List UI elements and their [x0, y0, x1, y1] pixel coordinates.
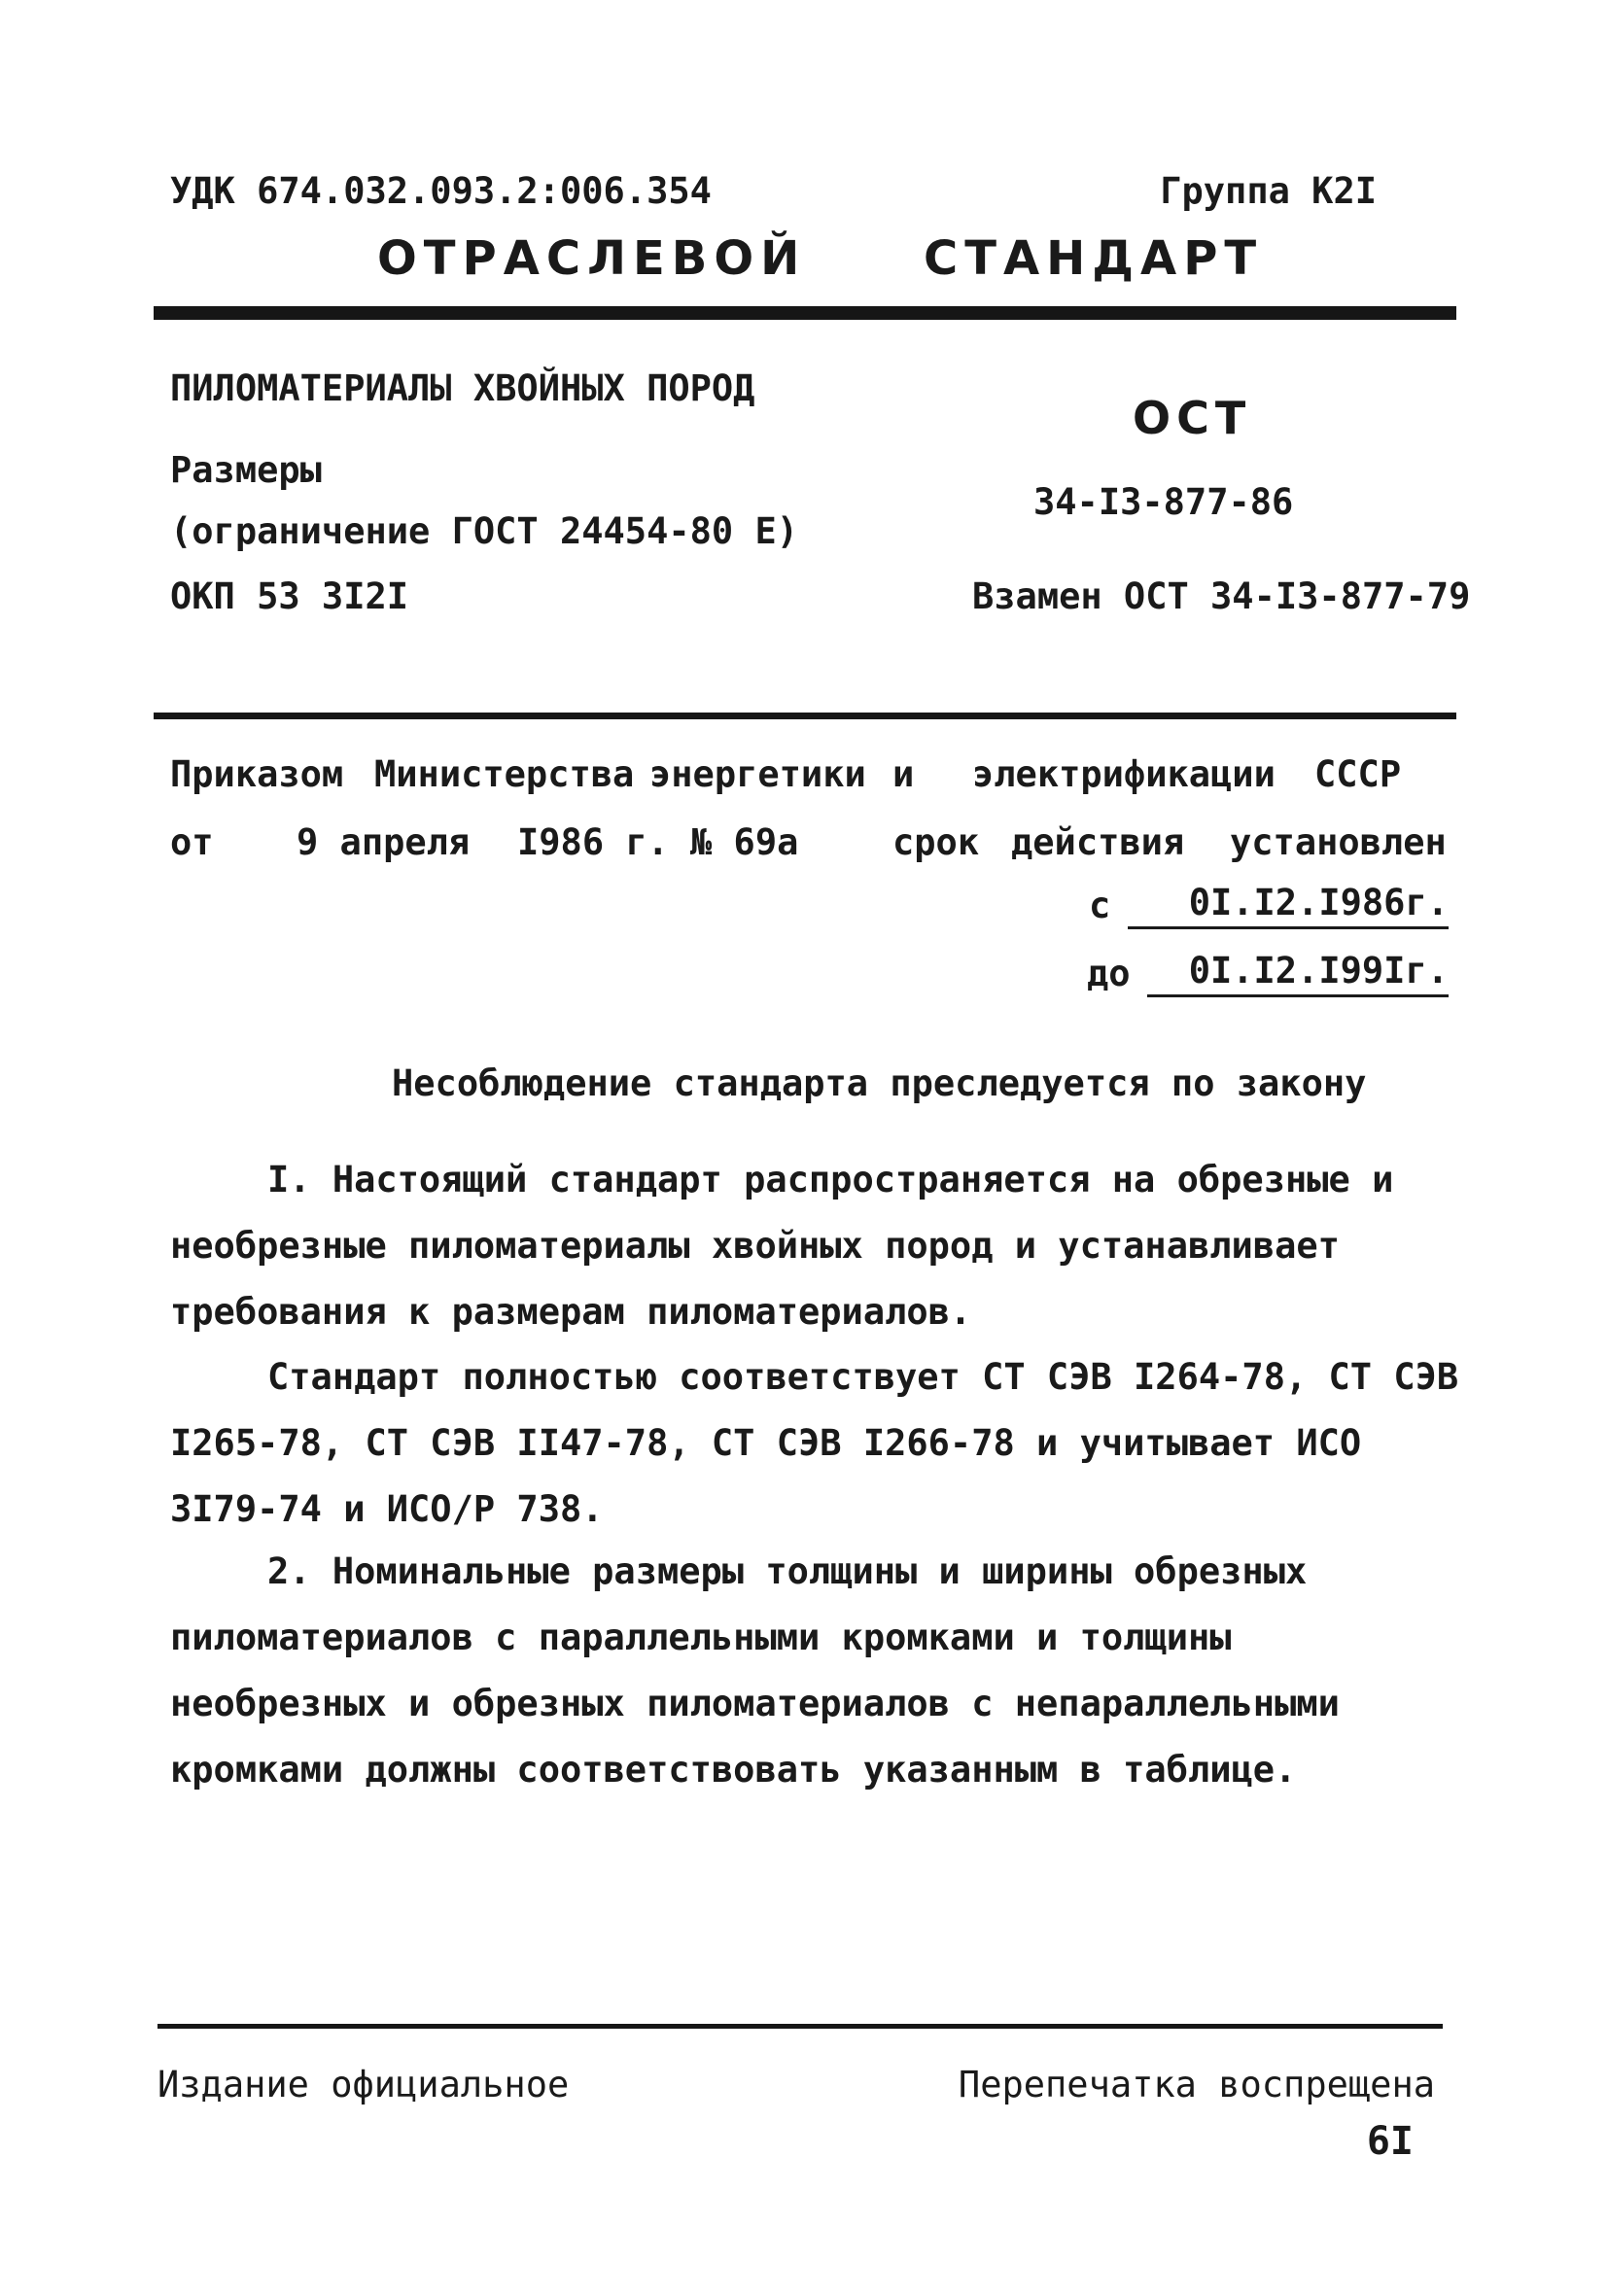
paragraph-2	[170, 1344, 1463, 1543]
ost-label: ОСТ	[1133, 392, 1252, 444]
order-word: СССР	[1314, 753, 1402, 795]
effective-to-label: до	[1087, 953, 1131, 994]
udk-code: УДК 674.032.093.2:006.354	[170, 170, 712, 212]
header-title-right: СТАНДАРТ	[924, 231, 1264, 286]
paragraph-text: I. Настоящий стандарт распространяется на обрезные и необрезные пиломатериалы хвойных пород и устанавливает требования к размерам пиломатериалов.	[170, 1159, 1394, 1333]
page-number: 6I	[1366, 2119, 1414, 2164]
paragraph-text: Стандарт полностью соответствует СТ СЭВ I264-78, СТ СЭВ I265-78, СТ СЭВ II47-78, СТ СЭВ I266-78 и учитывает ИСО 3I79-74 и ИСО/Р 738.	[170, 1356, 1459, 1530]
paragraph-1	[170, 1147, 1463, 1345]
order-word: срок	[892, 821, 980, 863]
effective-to-date: 0I.I2.I99Iг.	[1147, 948, 1449, 997]
paragraph-3	[170, 1539, 1463, 1803]
order-word: Приказом	[170, 753, 344, 795]
order-year: I986 г.	[517, 821, 669, 863]
order-date: 9 апреля	[297, 821, 471, 863]
footer-edition: Издание официальное	[157, 2064, 570, 2105]
legal-warning: Несоблюдение стандарта преследуется по закону	[392, 1062, 1367, 1104]
header-divider	[154, 306, 1456, 320]
order-word: электрификации	[972, 753, 1276, 795]
footer-divider	[157, 2024, 1443, 2029]
replaces-standard: Взамен ОСТ 34-I3-877-79	[972, 575, 1471, 617]
ost-number: 34-I3-877-86	[1033, 481, 1294, 523]
standard-restriction: (ограничение ГОСТ 24454-80 Е)	[170, 510, 799, 552]
effective-from-label: с	[1089, 885, 1111, 926]
standard-name: ПИЛОМАТЕРИАЛЫ ХВОЙНЫХ ПОРОД	[170, 367, 755, 409]
order-word: от	[170, 821, 214, 863]
order-word: Министерства	[374, 753, 635, 795]
standard-subtitle: Размеры	[170, 449, 322, 491]
order-number: № 69а	[690, 821, 799, 863]
order-word: действия	[1011, 821, 1185, 863]
footer-reprint-notice: Перепечатка воспрещена	[958, 2064, 1435, 2105]
section-divider	[154, 713, 1456, 719]
paragraph-text: 2. Номинальные размеры толщины и ширины обрезных пиломатериалов с параллельными кромками и толщины необрезных и обрезных пиломатериалов с непараллельными кромками должны соответствовать указанным в таблице.	[170, 1550, 1340, 1791]
effective-from-date: 0I.I2.I986г.	[1128, 880, 1449, 929]
okp-code: ОКП 53 3I2I	[170, 575, 409, 617]
order-word: и	[892, 753, 915, 795]
order-word: энергетики	[649, 753, 866, 795]
group-code: Группа К2I	[1160, 170, 1377, 212]
header-title-left: ОТРАСЛЕВОЙ	[377, 231, 807, 286]
order-word: установлен	[1230, 821, 1447, 863]
